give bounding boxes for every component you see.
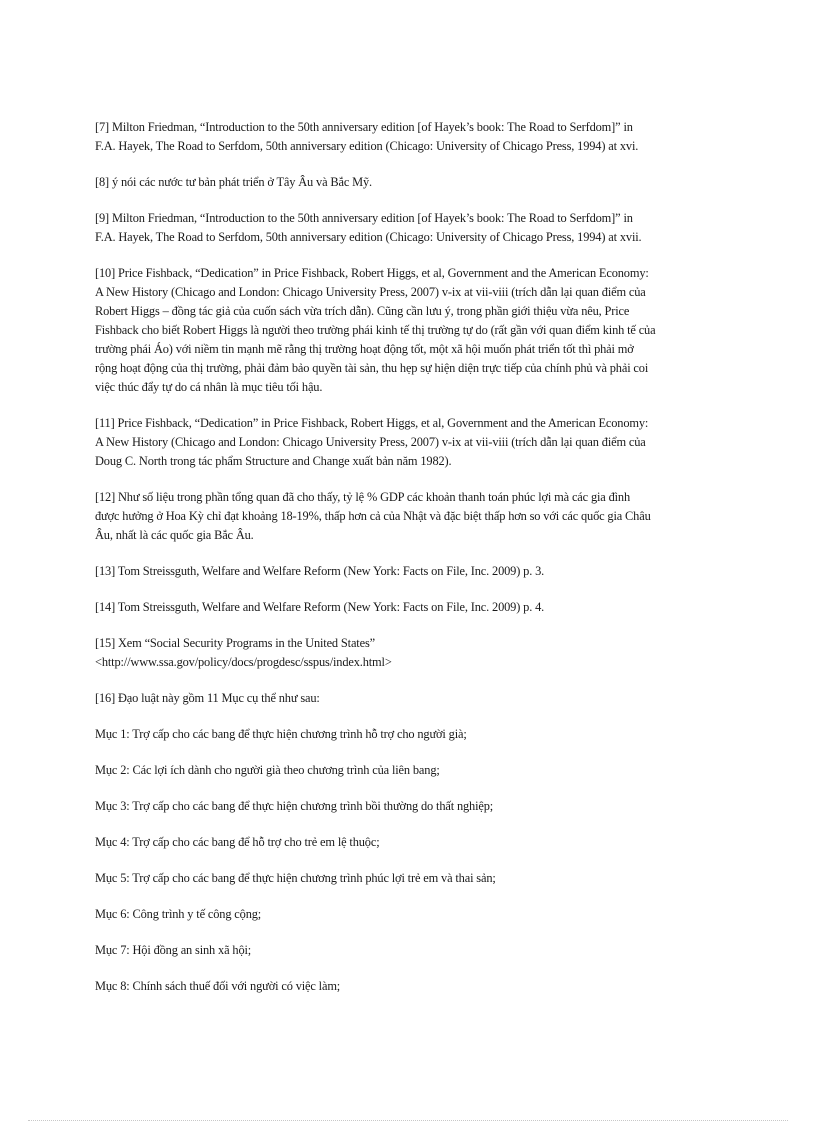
footnote-line: Mục 2: Các lợi ích dành cho người già theo chương trình của liên bang; [95, 763, 440, 777]
footnote-line: F.A. Hayek, The Road to Serfdom, 50th anniversary edition (Chicago: University of Chicago Press, 1994) at xvii. [95, 230, 642, 244]
footnote-line: [14] Tom Streissguth, Welfare and Welfare Reform (New York: Facts on File, Inc. 2009) p. 4. [95, 600, 545, 614]
footnote-line: [9] Milton Friedman, “Introduction to the 50th anniversary edition [of Hayek’s book: The Road to Serfdom]” in [95, 211, 633, 225]
footnote-line: Fishback cho biết Robert Higgs là người theo trường phái kinh tế thị trường tự do (rất gần với quan điểm kinh tế của [95, 323, 656, 337]
footnote-line: Mục 8: Chính sách thuế đối với người có việc làm; [95, 979, 341, 993]
footnote-line: Âu, nhất là các quốc gia Bắc Âu. [95, 528, 254, 542]
footnote-13 [95, 562, 725, 581]
footnote-line: Mục 7: Hội đồng an sinh xã hội; [95, 943, 252, 957]
footnote-line: F.A. Hayek, The Road to Serfdom, 50th anniversary edition (Chicago: University of Chicago Press, 1994) at xvi. [95, 139, 639, 153]
footnote-line: [13] Tom Streissguth, Welfare and Welfare Reform (New York: Facts on File, Inc. 2009) p. 3. [95, 564, 545, 578]
footnote-12 [95, 488, 725, 545]
footnote-line: A New History (Chicago and London: Chicago University Press, 2007) v-ix at vii-viii (trích dẫn lại quan điểm của [95, 285, 646, 299]
footnote-15 [95, 634, 725, 672]
footnote-line: <http://www.ssa.gov/policy/docs/progdesc/sspus/index.html> [95, 655, 392, 669]
footnote-line: [15] Xem “Social Security Programs in the United States” [95, 636, 375, 650]
footnote-line: [8] ý nói các nước tư bản phát triển ở Tây Âu và Bắc Mỹ. [95, 175, 372, 189]
footnote-line: trường phái Áo) với niềm tin mạnh mẽ rằng thị trường hoạt động tốt, một xã hội muốn phát triển tốt thì phải mở [95, 342, 634, 356]
footnote-line: được hưởng ở Hoa Kỳ chỉ đạt khoảng 18-19%, thấp hơn cả của Nhật và đặc biệt thấp hơn so với các quốc gia Châu [95, 509, 651, 523]
footnote-16 [95, 689, 725, 708]
page-bottom-divider [28, 1120, 788, 1121]
footnote-line: [7] Milton Friedman, “Introduction to the 50th anniversary edition [of Hayek’s book: The Road to Serfdom]” in [95, 120, 633, 134]
footnote-m2 [95, 761, 725, 780]
footnote-9 [95, 209, 725, 247]
footnote-line: [12] Như số liệu trong phần tổng quan đã cho thấy, tỷ lệ % GDP các khoản thanh toán phúc lợi mà các gia đình [95, 490, 631, 504]
footnote-10 [95, 264, 725, 397]
footnote-m5 [95, 869, 725, 888]
footnote-m4 [95, 833, 725, 852]
footnote-7 [95, 118, 725, 156]
footnote-14 [95, 598, 725, 617]
footnote-line: Mục 4: Trợ cấp cho các bang để hỗ trợ cho trẻ em lệ thuộc; [95, 835, 380, 849]
footnote-line: Doug C. North trong tác phẩm Structure and Change xuất bản năm 1982). [95, 454, 452, 468]
footnote-m8 [95, 977, 725, 996]
footnote-line: [16] Đạo luật này gồm 11 Mục cụ thể như sau: [95, 691, 320, 705]
footnote-line: Mục 6: Công trình y tế công cộng; [95, 907, 262, 921]
footnotes-body [95, 118, 725, 1013]
footnote-m7 [95, 941, 725, 960]
footnote-line: việc thúc đẩy tự do cá nhân là mục tiêu tối hậu. [95, 380, 323, 394]
footnote-line: Mục 5: Trợ cấp cho các bang để thực hiện chương trình phúc lợi trẻ em và thai sản; [95, 871, 496, 885]
footnote-11 [95, 414, 725, 471]
footnote-line: A New History (Chicago and London: Chicago University Press, 2007) v-ix at vii-viii (trích dẫn lại quan điểm của [95, 435, 646, 449]
footnote-8 [95, 173, 725, 192]
footnote-line: [11] Price Fishback, “Dedication” in Price Fishback, Robert Higgs, et al, Government and the American Economy: [95, 416, 649, 430]
footnote-line: Mục 1: Trợ cấp cho các bang để thực hiện chương trình hỗ trợ cho người già; [95, 727, 467, 741]
footnote-m1 [95, 725, 725, 744]
footnote-line: [10] Price Fishback, “Dedication” in Price Fishback, Robert Higgs, et al, Government and the American Economy: [95, 266, 649, 280]
footnote-line: Mục 3: Trợ cấp cho các bang để thực hiện chương trình bồi thường do thất nghiệp; [95, 799, 494, 813]
footnote-m3 [95, 797, 725, 816]
footnote-m6 [95, 905, 725, 924]
footnote-line: rộng hoạt động của thị trường, phải đảm bảo quyền tài sản, thu hẹp sự hiện diện trực tiếp của chính phủ và phải coi [95, 361, 649, 375]
footnote-line: Robert Higgs – đồng tác giả của cuốn sách vừa trích dẫn). Cũng cần lưu ý, trong phần giới thiệu vừa nêu, Price [95, 304, 630, 318]
